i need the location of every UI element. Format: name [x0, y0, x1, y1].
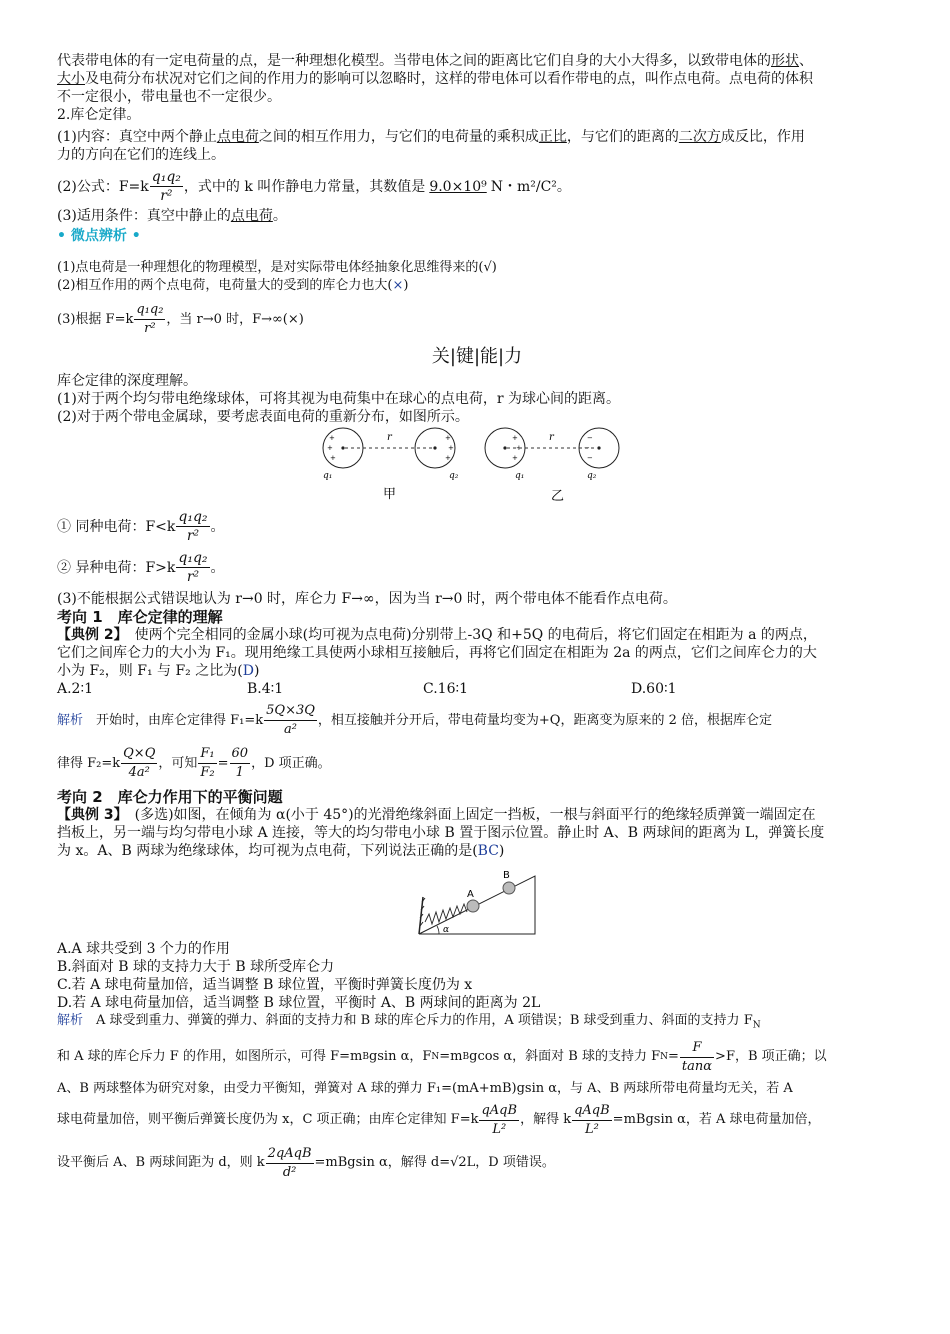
- incline-figure: [57, 862, 897, 940]
- svg-text:+: +: [512, 454, 518, 462]
- kx1-example-line-2: 它们之间库仑力的大小为 F₁。现用绝缘工具使两小球相互接触后，再将它们固定在相距为 2a 的两点，它们之间库仑力的大: [57, 645, 817, 661]
- formula-fraction: $\frac{\text{q₁q₂}}{\text{r²}}$: [151, 169, 181, 204]
- ball-a: [467, 900, 479, 912]
- option-b: B.4∶1: [247, 681, 284, 697]
- kx2-solution-4: 球电荷量加倍，则平衡后弹簧长度仍为 x，C 项正确；由库仑定律知 F=k $\frac{\text{qAqB}}{\text{L²}}$ ，解得 k $\frac{\text{qAqB}}{\text{L²}}$ =mBgsin α，若 A 球电荷量加倍，: [57, 1102, 821, 1137]
- key-line-2: (1)对于两个均匀带电绝缘球体，可将其视为电荷集中在球心的点电荷，r 为球心间的距离。: [57, 391, 620, 407]
- micro-item-1: (1)点电荷是一种理想化的物理模型，是对实际带电体经抽象化思维得来的(√): [57, 260, 497, 275]
- metal-spheres-figure: [57, 426, 897, 504]
- kx1-example-line-3: 小为 F₂，则 F₁ 与 F₂ 之比为(D): [57, 663, 260, 679]
- option-d: D.60∶1: [631, 681, 677, 697]
- svg-text:B: B: [503, 870, 510, 881]
- figure-yi: [485, 428, 619, 481]
- svg-text:+: +: [512, 434, 518, 442]
- kx2-option-c: C.若 A 球电荷量加倍，适当调整 B 球位置，平衡时弹簧长度仍为 x: [57, 977, 473, 993]
- svg-text:−: −: [587, 434, 593, 442]
- kx2-title: 考向 2 库仑力作用下的平衡问题: [57, 788, 283, 806]
- kx2-solution-3: A、B 两球整体为研究对象，由受力平衡知，弹簧对 A 球的弹力 F₁=(mA+mB)gsin α，与 A、B 两球所带电荷量均无关，若 A: [57, 1080, 793, 1096]
- k-value: 9.0×10⁹: [429, 178, 487, 195]
- kx2-solution-1: 解析 A 球受到重力、弹簧的弹力、斜面的支持力和 B 球的库仑斥力的作用，A 项错误；B 球受到重力、斜面的支持力 $F_N$: [57, 1013, 761, 1031]
- key-line-4: (3)不能根据公式错误地认为 r→0 时，库仑力 F→∞，因为当 r→0 时，两个带电体不能看作点电荷。: [57, 591, 677, 607]
- svg-text:q₂: q₂: [449, 471, 459, 481]
- svg-text:r: r: [387, 432, 392, 443]
- kx1-title: 考向 1 库仑定律的理解: [57, 608, 223, 626]
- same-charge-line: ① 同种电荷：F<k $\frac{\text{q₁q₂}}{\text{r²}}$ 。: [57, 509, 225, 544]
- coulomb-content: (1)内容：真空中两个静止点电荷之间的相互作用力，与它们的电荷量的乘积成正比，与它们的距离的二次方成反比，作用: [57, 129, 805, 145]
- svg-text:A: A: [467, 889, 474, 900]
- micro-item-2: (2)相互作用的两个点电荷，电荷量大的受到的库仑力也大(×): [57, 278, 409, 293]
- key-line-1: 库仑定律的深度理解。: [57, 373, 197, 389]
- underlined-shape: 形状: [771, 53, 799, 69]
- kx2-example-line-2: 挡板上，另一端与均匀带电小球 A 连接，等大的均匀带电小球 B 置于图示位置。静止时 A、B 两球间的距离为 L，弹簧长度: [57, 825, 825, 841]
- kx2-option-d: D.若 A 球电荷量加倍，适当调整 B 球位置，平衡时 A、B 两球间的距离为 2L: [57, 995, 541, 1011]
- svg-text:+: +: [516, 444, 522, 452]
- svg-text:+: +: [329, 434, 335, 442]
- micro-title: • 微点辨析 •: [57, 228, 141, 244]
- svg-text:q₂: q₂: [587, 471, 597, 481]
- coulomb-title: 2.库仑定律。: [57, 107, 141, 123]
- option-a: A.2∶1: [57, 681, 94, 697]
- figure-jia: [323, 428, 459, 481]
- svg-text:+: +: [448, 444, 454, 452]
- kx2-solution-2: 和 A 球的库仑斥力 F 的作用，如图所示，可得 F=m B gsin α，F N =m B gcos α，斜面对 B 球的支持力 F N = $\frac{F}{\tan\alpha}$ >F，B 项正确；以: [57, 1039, 827, 1074]
- kx1-answer: D: [242, 663, 254, 679]
- micro-item-3: (3)根据 F=k $\frac{\text{q₁q₂}}{\text{r²}}$ ，当 r→0 时，F→∞(×): [57, 302, 304, 336]
- svg-text:−: −: [584, 444, 590, 452]
- kx1-solution-1: 解析 开始时，由库仑定律得 F₁=k $\frac{5Q\times 3Q}{\text{a²}}$ ，相互接触并分开后，带电荷量均变为+Q，距离变为原来的 2 倍，根据库仑定: [57, 703, 772, 737]
- key-line-3: (2)对于两个带电金属球，要考虑表面电荷的重新分布，如图所示。: [57, 409, 469, 425]
- intro-line-1: 代表带电体的有一定电荷量的点，是一种理想化模型。当带电体之间的距离比它们自身的大小大得多，以致带电体的形状、: [57, 53, 813, 69]
- svg-text:α: α: [443, 925, 450, 935]
- kx2-example-line-1: 【典例 3】 (多选)如图，在倾角为 α(小于 45°)的光滑绝缘斜面上固定一挡板，一根与斜面平行的绝缘轻质弹簧一端固定在: [57, 807, 816, 823]
- kx1-example-line-1: 【典例 2】 使两个完全相同的金属小球(均可视为点电荷)分别带上-3Q 和+5Q 的电荷后，将它们固定在相距为 a 的两点，: [57, 627, 817, 643]
- svg-text:q₁: q₁: [323, 471, 333, 481]
- ball-b: [503, 882, 515, 894]
- underlined-size: 大小: [57, 71, 85, 87]
- coulomb-formula: (2)公式：F=k $\frac{\text{q₁q₂}}{\text{r²}}$ ，式中的 k 叫作静电力常量，其数值是 9.0×10⁹ N・m²/C²。: [57, 169, 571, 204]
- intro-line-2: 大小及电荷分布状况对它们之间的作用力的影响可以忽略时，这样的带电体可以看作带电的点，叫作点电荷。点电荷的体积: [57, 71, 813, 87]
- svg-text:r: r: [549, 432, 554, 443]
- document-page: [57, 52, 897, 1182]
- svg-text:+: +: [327, 444, 333, 452]
- label-jia: 甲: [383, 487, 397, 502]
- kx2-example-line-3: 为 x。A、B 两球为绝缘球体，均可视为点电荷，下列说法正确的是(BC): [57, 843, 505, 859]
- svg-text:+: +: [445, 434, 451, 442]
- svg-text:q₁: q₁: [515, 471, 525, 481]
- kx2-option-b: B.斜面对 B 球的支持力大于 B 球所受库仑力: [57, 959, 335, 975]
- diff-charge-line: ② 异种电荷：F>k $\frac{\text{q₁q₂}}{\text{r²}}$ 。: [57, 550, 225, 585]
- coulomb-condition: (3)适用条件：真空中静止的点电荷。: [57, 208, 287, 224]
- section-heading: 关|键|能|力: [431, 346, 523, 367]
- coulomb-content-2: 力的方向在它们的连线上。: [57, 147, 225, 163]
- kx2-answer: BC: [477, 843, 499, 859]
- intro-line-3: 不一定很小，带电量也不一定很少。: [57, 89, 281, 105]
- kx2-solution-5: 设平衡后 A、B 两球间距为 d，则 k $\frac{\text{2qAqB}}{\text{d²}}$ =mBgsin α，解得 d= √2 L，D 项错误。: [57, 1145, 555, 1180]
- option-c: C.16∶1: [423, 681, 469, 697]
- svg-text:+: +: [330, 454, 336, 462]
- svg-text:−: −: [587, 454, 593, 462]
- kx1-solution-2: 律得 F₂=k $\frac{Q\times Q}{\text{4a²}}$ ，可知 $\frac{\text{F₁}}{\text{F₂}}$ = $\frac{60}{1}$ ，D 项正确。: [57, 746, 331, 780]
- label-yi: 乙: [551, 489, 565, 504]
- svg-text:+: +: [445, 454, 451, 462]
- kx1-options: [57, 680, 897, 698]
- kx2-option-a: A.A 球共受到 3 个力的作用: [57, 941, 230, 957]
